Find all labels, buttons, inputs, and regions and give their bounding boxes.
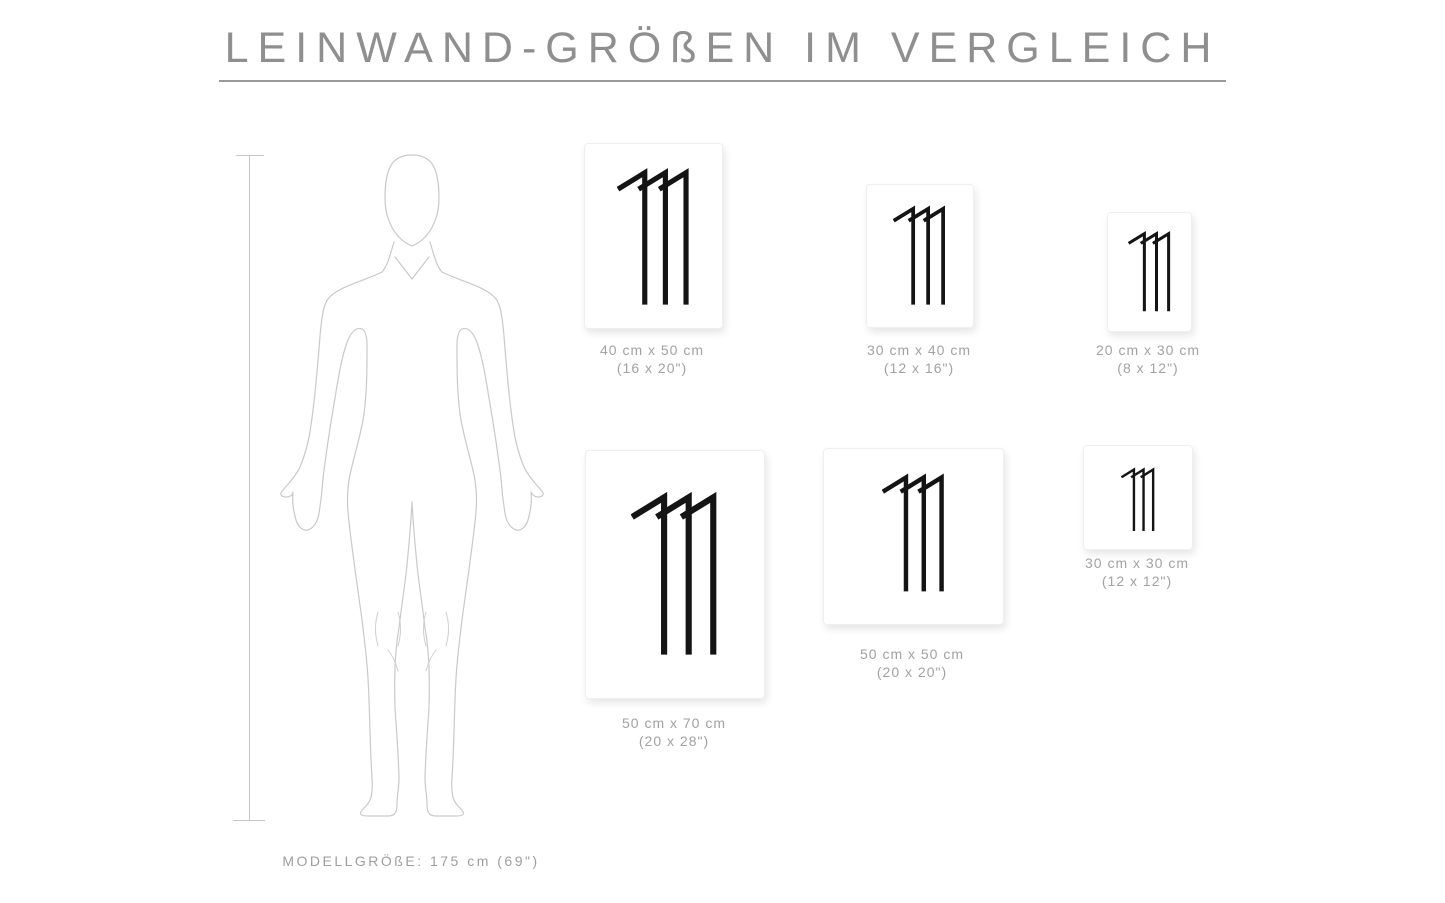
page-title: LEINWAND-GRÖßEN IM VERGLEICH — [219, 24, 1227, 82]
size-label-20x30 — [1063, 341, 1233, 377]
measure-bar — [249, 155, 250, 821]
size-label-cm: 50 cm x 70 cm — [621, 715, 727, 731]
artwork-111-icon — [893, 204, 946, 307]
size-label-50x70 — [589, 714, 759, 750]
measure-cap-bottom — [233, 820, 265, 821]
size-label-inches: (12 x 16") — [883, 360, 955, 376]
artwork-111-icon — [617, 166, 690, 308]
artwork-111-icon — [1121, 466, 1155, 533]
model-size-caption: MODELLGRÖßE: 175 cm (69") — [282, 853, 540, 869]
canvas-item-20x30 — [1107, 212, 1192, 332]
figure-knee-hints — [376, 612, 449, 671]
canvas-item-40x50 — [584, 143, 723, 329]
size-label-inches: (12 x 12") — [1101, 573, 1173, 589]
size-label-inches: (8 x 12") — [1117, 360, 1179, 376]
canvas-item-30x30 — [1083, 445, 1193, 550]
size-label-cm: 30 cm x 40 cm — [866, 342, 972, 358]
artwork-111-icon — [1128, 230, 1171, 313]
figure-body — [281, 242, 543, 816]
size-label-cm: 30 cm x 30 cm — [1084, 555, 1190, 571]
size-label-inches: (20 x 20") — [876, 664, 948, 680]
height-measure-line — [235, 155, 265, 821]
size-label-50x50 — [827, 645, 997, 681]
size-label-inches: (16 x 20") — [616, 360, 688, 376]
human-figure-outline — [278, 150, 558, 822]
size-label-cm: 50 cm x 50 cm — [859, 646, 965, 662]
figure-head — [385, 155, 439, 246]
canvas-item-50x70 — [585, 450, 765, 699]
size-label-30x30 — [1052, 554, 1222, 590]
size-label-30x40 — [834, 341, 1004, 377]
canvas-item-30x40 — [866, 184, 974, 328]
size-label-inches: (20 x 28") — [638, 733, 710, 749]
canvas-item-50x50 — [823, 448, 1004, 625]
size-label-cm: 20 cm x 30 cm — [1095, 342, 1201, 358]
figure-collar-v — [395, 257, 429, 279]
size-label-cm: 40 cm x 50 cm — [599, 342, 705, 358]
measure-cap-top — [236, 155, 264, 156]
artwork-111-icon — [882, 472, 945, 594]
artwork-111-icon — [631, 489, 718, 659]
size-label-40x50 — [567, 341, 737, 377]
